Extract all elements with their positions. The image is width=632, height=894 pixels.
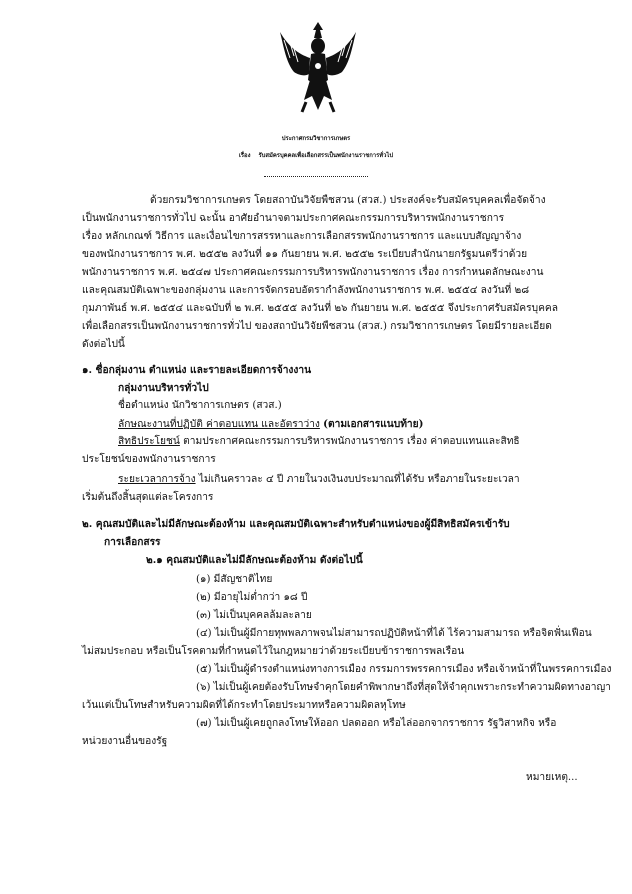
qualification-item: (๓) ไม่เป็นบุคคลล้มละลาย bbox=[196, 610, 312, 621]
title-divider bbox=[264, 176, 368, 177]
intro-line: พนักงานราชการ พ.ศ. ๒๕๔๗ ประกาศคณะกรรมการบริหารพนักงานราชการ เรื่อง การกำหนดลักษณะงาน bbox=[82, 267, 544, 278]
benefit-line bbox=[118, 436, 520, 448]
term-line bbox=[118, 474, 520, 486]
duty-label: ลักษณะงานที่ปฏิบัติ ค่าตอบแทน และอัตราว่าง bbox=[118, 419, 320, 430]
document-org-title: ประกาศกรมวิชาการเกษตร bbox=[281, 135, 351, 142]
section2-heading-cont: การเลือกสรร bbox=[104, 536, 161, 548]
document-subject bbox=[0, 150, 632, 160]
footer-note: หมายเหตุ... bbox=[526, 772, 578, 783]
qualification-item-cont: หน่วยงานอื่นของรัฐ bbox=[82, 736, 168, 747]
qualification-item: (๕) ไม่เป็นผู้ดำรงตำแหน่งทางการเมือง กรรมการพรรคการเมือง หรือเจ้าหน้าที่ในพรรคการเมือง bbox=[196, 664, 612, 675]
intro-line: ด้วยกรมวิชาการเกษตร โดยสถาบันวิจัยพืชสวน (สวส.) ประสงค์จะรับสมัครบุคคลเพื่อจัดจ้าง bbox=[150, 195, 546, 206]
garuda-emblem-icon bbox=[276, 18, 360, 118]
qualification-item-cont: เว้นแต่เป็นโทษสำหรับความผิดที่ได้กระทำโดยประมาทหรือความผิดลหุโทษ bbox=[82, 700, 406, 711]
term-text: ไม่เกินคราวละ ๔ ปี ภายในวงเงินงบประมาณที่ได้รับ หรือภายในระยะเวลา bbox=[198, 474, 520, 485]
intro-line: ของพนักงานราชการ พ.ศ. ๒๕๕๒ ลงวันที่ ๑๑ กันยายน พ.ศ. ๒๕๕๒ ระเบียบสำนักนายกรัฐมนตรีว่าด้วย bbox=[82, 249, 528, 260]
qualification-item: (๑) มีสัญชาติไทย bbox=[196, 574, 273, 585]
term-text-cont: เริ่มต้นถึงสิ้นสุดแต่ละโครงการ bbox=[82, 492, 214, 503]
intro-line: กุมภาพันธ์ พ.ศ. ๒๕๕๔ และฉบับที่ ๒ พ.ศ. ๒๕๕๕ ลงวันที่ ๒๖ กันยายน พ.ศ. ๒๕๕๕ จึงประกาศรับสมัครบุคคล bbox=[82, 303, 558, 314]
qualification-item: (๒) มีอายุไม่ต่ำกว่า ๑๘ ปี bbox=[196, 592, 308, 603]
benefit-text-cont: ประโยชน์ของพนักงานราชการ bbox=[82, 454, 216, 465]
intro-line: ดังต่อไปนี้ bbox=[82, 339, 125, 350]
section2-sub-heading: ๒.๑ คุณสมบัติและไม่มีลักษณะต้องห้าม ดังต่อไปนี้ bbox=[146, 554, 363, 566]
position-name: ชื่อตำแหน่ง นักวิชาการเกษตร (สวส.) bbox=[118, 400, 282, 411]
qualification-item: (๔) ไม่เป็นผู้มีกายทุพพลภาพจนไม่สามารถปฏิบัติหน้าที่ได้ ไร้ความสามารถ หรือจิตฟั่นเฟือน bbox=[196, 628, 592, 639]
subject-text: รับสมัครบุคคลเพื่อเลือกสรรเป็นพนักงานราชการทั่วไป bbox=[258, 152, 394, 159]
duty-note: (ตามเอกสารแนบท้าย) bbox=[323, 418, 424, 430]
work-group: กลุ่มงานบริหารทั่วไป bbox=[118, 382, 209, 394]
intro-line: เรื่อง หลักเกณฑ์ วิธีการ และเงื่อนไขการสรรหาและการเลือกสรรพนักงานราชการ และแบบสัญญาจ้าง bbox=[82, 231, 522, 242]
duty-line bbox=[118, 418, 423, 431]
intro-line: และคุณสมบัติเฉพาะของกลุ่มงาน และการจัดกรอบอัตรากำลังพนักงานราชการ พ.ศ. ๒๕๕๔ ลงวันที่ ๒๘ bbox=[82, 285, 530, 296]
term-label: ระยะเวลาการจ้าง bbox=[118, 474, 196, 485]
qualification-item: (๖) ไม่เป็นผู้เคยต้องรับโทษจำคุกโดยคำพิพากษาถึงที่สุดให้จำคุกเพราะกระทำความผิดทางอาญา bbox=[196, 682, 611, 693]
intro-line: เป็นพนักงานราชการทั่วไป ฉะนั้น อาศัยอำนาจตามประกาศคณะกรรมการบริหารพนักงานราชการ bbox=[82, 213, 505, 224]
intro-line: เพื่อเลือกสรรเป็นพนักงานราชการทั่วไป ของสถาบันวิจัยพืชสวน (สวส.) กรมวิชาการเกษตร โดยมีรายละเอียด bbox=[82, 321, 552, 332]
benefit-text: ตามประกาศคณะกรรมการบริหารพนักงานราชการ เรื่อง ค่าตอบแทนและสิทธิ bbox=[183, 436, 520, 447]
section1-heading: ๑. ชื่อกลุ่มงาน ตำแหน่ง และรายละเอียดการจ้างงาน bbox=[82, 364, 312, 376]
qualification-item-cont: ไม่สมประกอบ หรือเป็นโรคตามที่กำหนดไว้ในกฎหมายว่าด้วยระเบียบข้าราชการพลเรือน bbox=[82, 646, 465, 657]
benefit-label: สิทธิประโยชน์ bbox=[118, 436, 180, 447]
qualification-item: (๗) ไม่เป็นผู้เคยถูกลงโทษให้ออก ปลดออก หรือไล่ออกจากราชการ รัฐวิสาหกิจ หรือ bbox=[196, 718, 557, 729]
subject-label: เรื่อง bbox=[238, 152, 251, 159]
section2-heading: ๒. คุณสมบัติและไม่มีลักษณะต้องห้าม และคุณสมบัติเฉพาะสำหรับตำแหน่งของผู้มีสิทธิสมัครเข้ารับ bbox=[82, 518, 510, 530]
